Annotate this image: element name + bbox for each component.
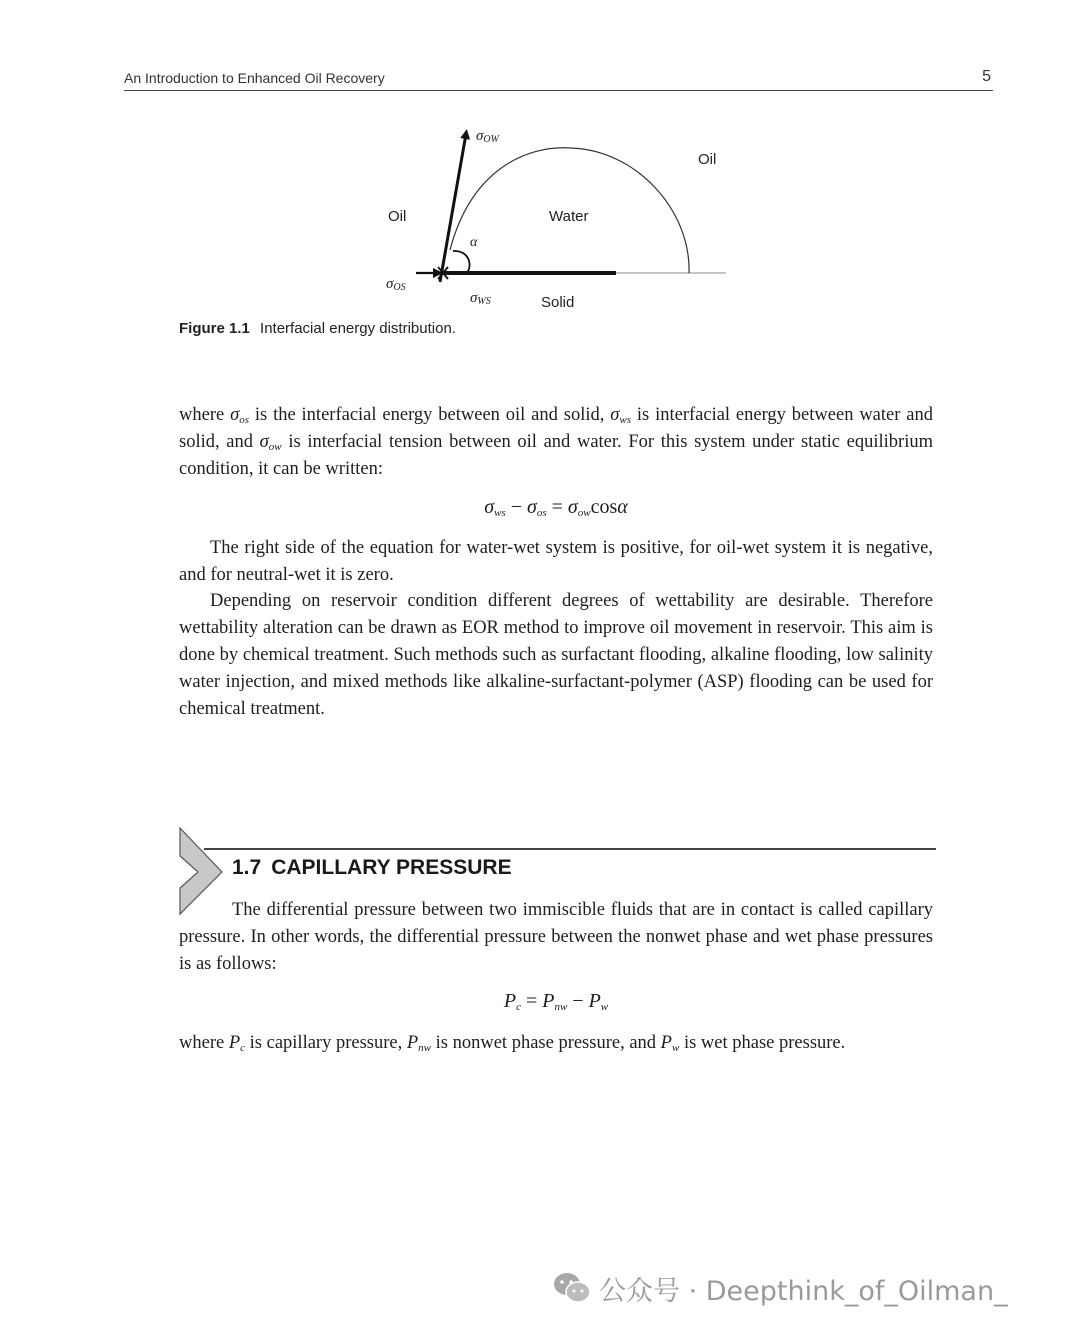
watermark — [553, 1268, 1008, 1308]
figure-caption — [179, 320, 456, 337]
equation-capillary-pressure: $P_c = P_{nw} - P_w$ — [503, 990, 609, 1013]
oil-label-right: Oil — [698, 151, 717, 168]
equation-young: $\sigma_{ws} - \sigma_{os} = \sigma_{ow}\cos\alpha$ — [484, 496, 628, 519]
figure-diagram — [376, 120, 736, 320]
contact-angle-arc — [453, 251, 470, 273]
figure-caption-text: Interfacial energy distribution. — [260, 320, 456, 337]
water-label: Water — [549, 208, 589, 225]
paragraph-capillary-variables: where $P_c$ is capillary pressure, $P_{nw}$ is nonwet phase pressure, and $P_w$ is wet phase pressure. — [179, 1033, 846, 1054]
paragraph-interfacial-definitions: where $\sigma_{os}$ is the interfacial energy between oil and solid, $\sigma_{ws}$ is interfacial energy between water and solid, and $\sigma_{ow}$ is interfacial tension between oil and water. For this system under static equilibrium condition, it can be written: — [179, 405, 933, 479]
page-number: 5 — [982, 68, 991, 85]
section-title: CAPILLARY PRESSURE — [271, 856, 512, 879]
interfacial-energy-figure — [376, 120, 736, 320]
section-rule — [204, 848, 936, 850]
paragraph-capillary-definition: The differential pressure between two immiscible fluids that are in contact is called capillary pressure. In other words, the differential pressure between the nonwet phase and wet phase pressures is as follows: — [179, 900, 933, 974]
sigma-os-label: σOS — [386, 276, 406, 293]
watermark-text: 公众号 · Deepthink_of_Oilman_ — [599, 1275, 1008, 1307]
paragraph-wettability-sign: The right side of the equation for water-wet system is positive, for oil-wet system it is negative, and for neutral-wet it is zero. — [179, 538, 933, 585]
oil-label-left: Oil — [388, 208, 407, 225]
section-heading — [232, 856, 512, 880]
alpha-label: α — [470, 235, 478, 250]
section-number: 1.7 — [232, 856, 262, 879]
running-title: An Introduction to Enhanced Oil Recovery — [124, 70, 385, 86]
sigma-ow-label: σOW — [476, 128, 499, 145]
sigma-ws-label: σWS — [470, 290, 491, 307]
sigma-ow-arrow — [440, 134, 466, 282]
paragraph-wettability-alteration: Depending on reservoir condition different degrees of wettability are desirable. Therefore wettability alteration can be drawn as EOR method to improve oil movement in reservoir. This aim is done by chemical treatment. Such methods such as surfactant flooding, alkaline flooding, low salinity water injection, and mixed methods like alkaline-surfactant-polymer (ASP) flooding can be used for chemical treatment. — [179, 591, 933, 719]
wechat-icon — [553, 1271, 591, 1305]
solid-label: Solid — [541, 294, 575, 311]
running-header — [124, 68, 993, 91]
figure-caption-label: Figure 1.1 — [179, 320, 250, 337]
